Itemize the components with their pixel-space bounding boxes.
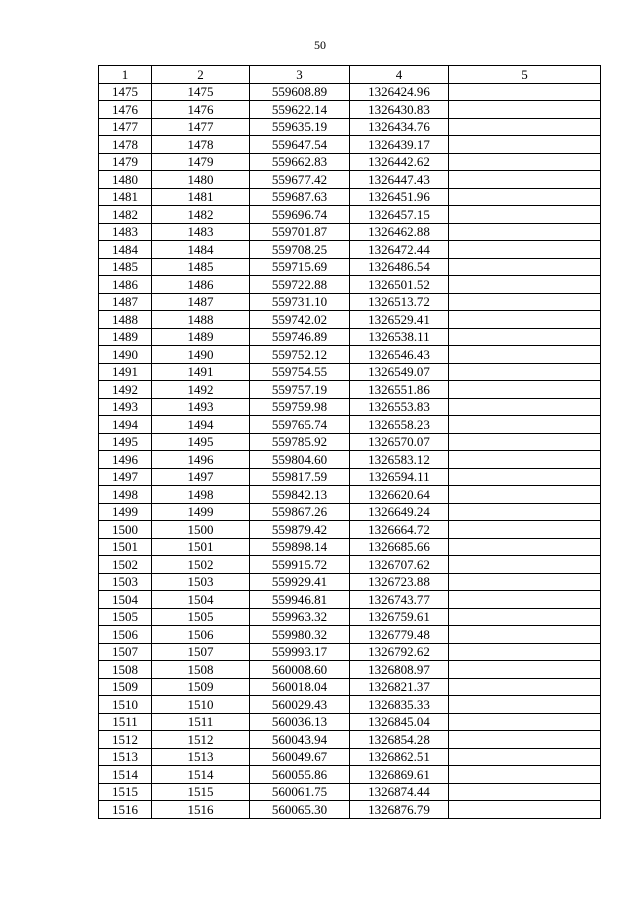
table-cell-col-5	[449, 171, 601, 189]
table-cell-col-3: 559715.69	[250, 258, 350, 276]
table-cell-col-3: 559842.13	[250, 486, 350, 504]
table-cell-col-2: 1511	[152, 713, 250, 731]
table-cell-col-1: 1503	[99, 573, 152, 591]
table-row	[99, 328, 601, 346]
table-cell-col-5	[449, 398, 601, 416]
table-cell-col-5	[449, 661, 601, 679]
table-cell-col-4: 1326862.51	[350, 748, 449, 766]
table-cell-col-2: 1496	[152, 451, 250, 469]
table-row	[99, 293, 601, 311]
table-cell-col-2: 1482	[152, 206, 250, 224]
table-cell-col-2: 1485	[152, 258, 250, 276]
table-cell-col-1: 1484	[99, 241, 152, 259]
table-cell-col-2: 1475	[152, 83, 250, 101]
table-cell-col-3: 559765.74	[250, 416, 350, 434]
table-cell-col-4: 1326549.07	[350, 363, 449, 381]
table-cell-col-4: 1326707.62	[350, 556, 449, 574]
table-cell-col-2: 1489	[152, 328, 250, 346]
table-cell-col-4: 1326869.61	[350, 766, 449, 784]
table-cell-col-1: 1480	[99, 171, 152, 189]
table-row	[99, 223, 601, 241]
table-row	[99, 591, 601, 609]
table-cell-col-1: 1501	[99, 538, 152, 556]
table-cell-col-4: 1326723.88	[350, 573, 449, 591]
table-row	[99, 241, 601, 259]
table-cell-col-3: 559757.19	[250, 381, 350, 399]
table-cell-col-1: 1481	[99, 188, 152, 206]
table-cell-col-2: 1476	[152, 101, 250, 119]
table-cell-col-3: 559963.32	[250, 608, 350, 626]
table-cell-col-1: 1490	[99, 346, 152, 364]
table-cell-col-1: 1495	[99, 433, 152, 451]
table-row	[99, 118, 601, 136]
table-cell-col-5	[449, 643, 601, 661]
table-row	[99, 188, 601, 206]
table-cell-col-5	[449, 573, 601, 591]
table-cell-col-4: 1326442.62	[350, 153, 449, 171]
table-cell-col-1: 1511	[99, 713, 152, 731]
table-row	[99, 416, 601, 434]
table-cell-col-2: 1506	[152, 626, 250, 644]
table-cell-col-2: 1497	[152, 468, 250, 486]
table-cell-col-3: 559677.42	[250, 171, 350, 189]
column-header-5: 5	[449, 66, 601, 84]
table-cell-col-4: 1326546.43	[350, 346, 449, 364]
table-cell-col-4: 1326845.04	[350, 713, 449, 731]
table-cell-col-5	[449, 451, 601, 469]
table-cell-col-3: 560061.75	[250, 783, 350, 801]
table-cell-col-5	[449, 241, 601, 259]
table-cell-col-2: 1487	[152, 293, 250, 311]
table-cell-col-3: 560043.94	[250, 731, 350, 749]
table-cell-col-3: 559635.19	[250, 118, 350, 136]
table-cell-col-1: 1508	[99, 661, 152, 679]
table-cell-col-3: 559746.89	[250, 328, 350, 346]
table-cell-col-2: 1514	[152, 766, 250, 784]
table-cell-col-5	[449, 381, 601, 399]
table-cell-col-2: 1507	[152, 643, 250, 661]
table-row	[99, 276, 601, 294]
table-cell-col-5	[449, 696, 601, 714]
table-cell-col-2: 1493	[152, 398, 250, 416]
table-row	[99, 643, 601, 661]
table-cell-col-2: 1504	[152, 591, 250, 609]
table-cell-col-5	[449, 748, 601, 766]
table-cell-col-4: 1326462.88	[350, 223, 449, 241]
table-cell-col-5	[449, 626, 601, 644]
table-cell-col-1: 1477	[99, 118, 152, 136]
table-cell-col-3: 560065.30	[250, 801, 350, 819]
table-cell-col-3: 559608.89	[250, 83, 350, 101]
table-cell-col-1: 1489	[99, 328, 152, 346]
table-cell-col-3: 559696.74	[250, 206, 350, 224]
table-cell-col-5	[449, 486, 601, 504]
table-cell-col-5	[449, 293, 601, 311]
table-cell-col-2: 1501	[152, 538, 250, 556]
table-cell-col-3: 559879.42	[250, 521, 350, 539]
table-cell-col-3: 559687.63	[250, 188, 350, 206]
table-cell-col-1: 1478	[99, 136, 152, 154]
table-cell-col-5	[449, 101, 601, 119]
table-cell-col-2: 1478	[152, 136, 250, 154]
table-cell-col-3: 560055.86	[250, 766, 350, 784]
table-cell-col-4: 1326821.37	[350, 678, 449, 696]
table-cell-col-2: 1508	[152, 661, 250, 679]
coordinates-table	[98, 65, 601, 819]
table-row	[99, 608, 601, 626]
table-cell-col-5	[449, 766, 601, 784]
table-cell-col-2: 1513	[152, 748, 250, 766]
table-cell-col-4: 1326439.17	[350, 136, 449, 154]
table-cell-col-4: 1326594.11	[350, 468, 449, 486]
page-number: 50	[314, 38, 326, 52]
table-cell-col-1: 1496	[99, 451, 152, 469]
table-row	[99, 171, 601, 189]
table-cell-col-5	[449, 416, 601, 434]
table-cell-col-3: 559817.59	[250, 468, 350, 486]
column-header-1: 1	[99, 66, 152, 84]
table-cell-col-1: 1499	[99, 503, 152, 521]
table-row	[99, 398, 601, 416]
table-cell-col-2: 1479	[152, 153, 250, 171]
table-cell-col-3: 559742.02	[250, 311, 350, 329]
table-row	[99, 468, 601, 486]
table-cell-col-1: 1475	[99, 83, 152, 101]
table-cell-col-5	[449, 521, 601, 539]
table-row	[99, 731, 601, 749]
table-cell-col-4: 1326570.07	[350, 433, 449, 451]
table-row	[99, 363, 601, 381]
table-row	[99, 748, 601, 766]
table-row	[99, 486, 601, 504]
table-row	[99, 713, 601, 731]
table-cell-col-2: 1500	[152, 521, 250, 539]
table-cell-col-4: 1326583.12	[350, 451, 449, 469]
table-cell-col-1: 1509	[99, 678, 152, 696]
table-cell-col-5	[449, 503, 601, 521]
table-cell-col-1: 1482	[99, 206, 152, 224]
table-cell-col-2: 1510	[152, 696, 250, 714]
table-cell-col-4: 1326529.41	[350, 311, 449, 329]
table-cell-col-4: 1326649.24	[350, 503, 449, 521]
table-cell-col-5	[449, 258, 601, 276]
table-cell-col-1: 1516	[99, 801, 152, 819]
table-cell-col-4: 1326553.83	[350, 398, 449, 416]
table-row	[99, 556, 601, 574]
table-cell-col-2: 1498	[152, 486, 250, 504]
table-cell-col-1: 1497	[99, 468, 152, 486]
table-row	[99, 766, 601, 784]
table-cell-col-4: 1326457.15	[350, 206, 449, 224]
table-cell-col-3: 559804.60	[250, 451, 350, 469]
table-cell-col-1: 1507	[99, 643, 152, 661]
table-row	[99, 381, 601, 399]
table-cell-col-1: 1483	[99, 223, 152, 241]
table-cell-col-1: 1485	[99, 258, 152, 276]
table-cell-col-5	[449, 153, 601, 171]
table-cell-col-2: 1495	[152, 433, 250, 451]
table-cell-col-2: 1477	[152, 118, 250, 136]
table-cell-col-2: 1509	[152, 678, 250, 696]
table-cell-col-3: 559622.14	[250, 101, 350, 119]
table-cell-col-3: 559662.83	[250, 153, 350, 171]
table-cell-col-4: 1326685.66	[350, 538, 449, 556]
table-cell-col-1: 1479	[99, 153, 152, 171]
table-cell-col-4: 1326472.44	[350, 241, 449, 259]
table-cell-col-2: 1499	[152, 503, 250, 521]
table-cell-col-3: 559722.88	[250, 276, 350, 294]
table-row	[99, 573, 601, 591]
table-cell-col-2: 1492	[152, 381, 250, 399]
table-cell-col-2: 1491	[152, 363, 250, 381]
table-cell-col-5	[449, 83, 601, 101]
table-cell-col-3: 559752.12	[250, 346, 350, 364]
table-cell-col-4: 1326451.96	[350, 188, 449, 206]
table-cell-col-5	[449, 591, 601, 609]
table-cell-col-4: 1326835.33	[350, 696, 449, 714]
table-cell-col-5	[449, 713, 601, 731]
table-cell-col-4: 1326620.64	[350, 486, 449, 504]
table-row	[99, 661, 601, 679]
table-row	[99, 101, 601, 119]
table-cell-col-4: 1326430.83	[350, 101, 449, 119]
table-cell-col-2: 1490	[152, 346, 250, 364]
table-cell-col-3: 559759.98	[250, 398, 350, 416]
table-cell-col-1: 1491	[99, 363, 152, 381]
table-cell-col-2: 1486	[152, 276, 250, 294]
table-cell-col-4: 1326558.23	[350, 416, 449, 434]
table-cell-col-1: 1498	[99, 486, 152, 504]
table-cell-col-1: 1488	[99, 311, 152, 329]
table-cell-col-3: 559701.87	[250, 223, 350, 241]
table-cell-col-5	[449, 223, 601, 241]
table-header-row	[99, 66, 601, 84]
table-row	[99, 153, 601, 171]
table-cell-col-4: 1326876.79	[350, 801, 449, 819]
table-row	[99, 83, 601, 101]
table-cell-col-3: 559980.32	[250, 626, 350, 644]
table-body	[99, 83, 601, 818]
table-row	[99, 801, 601, 819]
table-cell-col-5	[449, 538, 601, 556]
table-cell-col-2: 1481	[152, 188, 250, 206]
table-cell-col-3: 559946.81	[250, 591, 350, 609]
table-cell-col-2: 1484	[152, 241, 250, 259]
table-cell-col-4: 1326808.97	[350, 661, 449, 679]
table-cell-col-4: 1326434.76	[350, 118, 449, 136]
table-cell-col-5	[449, 363, 601, 381]
table-cell-col-3: 559785.92	[250, 433, 350, 451]
table-cell-col-5	[449, 136, 601, 154]
table-cell-col-1: 1505	[99, 608, 152, 626]
table-cell-col-4: 1326538.11	[350, 328, 449, 346]
table-row	[99, 311, 601, 329]
table-row	[99, 451, 601, 469]
table-cell-col-1: 1514	[99, 766, 152, 784]
table-cell-col-5	[449, 731, 601, 749]
table-cell-col-3: 559929.41	[250, 573, 350, 591]
table-cell-col-5	[449, 311, 601, 329]
table-cell-col-1: 1494	[99, 416, 152, 434]
table-cell-col-1: 1476	[99, 101, 152, 119]
table-cell-col-4: 1326664.72	[350, 521, 449, 539]
table-cell-col-3: 560049.67	[250, 748, 350, 766]
table-cell-col-2: 1494	[152, 416, 250, 434]
table-row	[99, 433, 601, 451]
table-cell-col-1: 1492	[99, 381, 152, 399]
table-cell-col-3: 559993.17	[250, 643, 350, 661]
table-cell-col-4: 1326759.61	[350, 608, 449, 626]
table-cell-col-4: 1326779.48	[350, 626, 449, 644]
column-header-2: 2	[152, 66, 250, 84]
table-cell-col-5	[449, 468, 601, 486]
table-cell-col-3: 560036.13	[250, 713, 350, 731]
table-row	[99, 783, 601, 801]
table-cell-col-4: 1326743.77	[350, 591, 449, 609]
table-row	[99, 678, 601, 696]
table-cell-col-3: 560018.04	[250, 678, 350, 696]
table-row	[99, 521, 601, 539]
table-row	[99, 346, 601, 364]
table-cell-col-3: 559754.55	[250, 363, 350, 381]
table-cell-col-4: 1326501.52	[350, 276, 449, 294]
table-cell-col-5	[449, 328, 601, 346]
table-cell-col-1: 1502	[99, 556, 152, 574]
table-cell-col-5	[449, 801, 601, 819]
column-header-3: 3	[250, 66, 350, 84]
table-cell-col-5	[449, 276, 601, 294]
table-cell-col-1: 1504	[99, 591, 152, 609]
table-cell-col-1: 1512	[99, 731, 152, 749]
table-cell-col-4: 1326551.86	[350, 381, 449, 399]
table-cell-col-1: 1487	[99, 293, 152, 311]
table-cell-col-2: 1480	[152, 171, 250, 189]
table-cell-col-1: 1486	[99, 276, 152, 294]
table-cell-col-3: 559647.54	[250, 136, 350, 154]
table-cell-col-4: 1326854.28	[350, 731, 449, 749]
table-cell-col-4: 1326792.62	[350, 643, 449, 661]
table-cell-col-2: 1488	[152, 311, 250, 329]
table-cell-col-2: 1483	[152, 223, 250, 241]
table-cell-col-5	[449, 188, 601, 206]
table-cell-col-1: 1506	[99, 626, 152, 644]
table-row	[99, 136, 601, 154]
table-cell-col-2: 1503	[152, 573, 250, 591]
table-cell-col-1: 1500	[99, 521, 152, 539]
table-cell-col-5	[449, 118, 601, 136]
table-row	[99, 258, 601, 276]
table-cell-col-3: 559915.72	[250, 556, 350, 574]
table-cell-col-4: 1326874.44	[350, 783, 449, 801]
table-cell-col-1: 1493	[99, 398, 152, 416]
table-cell-col-3: 559731.10	[250, 293, 350, 311]
table-cell-col-2: 1516	[152, 801, 250, 819]
table-cell-col-3: 560029.43	[250, 696, 350, 714]
table-cell-col-3: 560008.60	[250, 661, 350, 679]
table-cell-col-5	[449, 346, 601, 364]
table-row	[99, 538, 601, 556]
table-cell-col-5	[449, 678, 601, 696]
table-cell-col-4: 1326486.54	[350, 258, 449, 276]
table-cell-col-5	[449, 608, 601, 626]
table-cell-col-4: 1326513.72	[350, 293, 449, 311]
table-row	[99, 696, 601, 714]
table-cell-col-2: 1515	[152, 783, 250, 801]
table-cell-col-5	[449, 433, 601, 451]
table-cell-col-1: 1513	[99, 748, 152, 766]
table-cell-col-3: 559898.14	[250, 538, 350, 556]
table-row	[99, 626, 601, 644]
table-cell-col-2: 1512	[152, 731, 250, 749]
table-cell-col-2: 1502	[152, 556, 250, 574]
table-cell-col-2: 1505	[152, 608, 250, 626]
table-cell-col-3: 559867.26	[250, 503, 350, 521]
table-cell-col-4: 1326447.43	[350, 171, 449, 189]
table-cell-col-5	[449, 556, 601, 574]
table-row	[99, 503, 601, 521]
table-cell-col-3: 559708.25	[250, 241, 350, 259]
table-cell-col-1: 1510	[99, 696, 152, 714]
table-row	[99, 206, 601, 224]
table-cell-col-5	[449, 206, 601, 224]
table-cell-col-5	[449, 783, 601, 801]
table-cell-col-4: 1326424.96	[350, 83, 449, 101]
table-cell-col-1: 1515	[99, 783, 152, 801]
column-header-4: 4	[350, 66, 449, 84]
